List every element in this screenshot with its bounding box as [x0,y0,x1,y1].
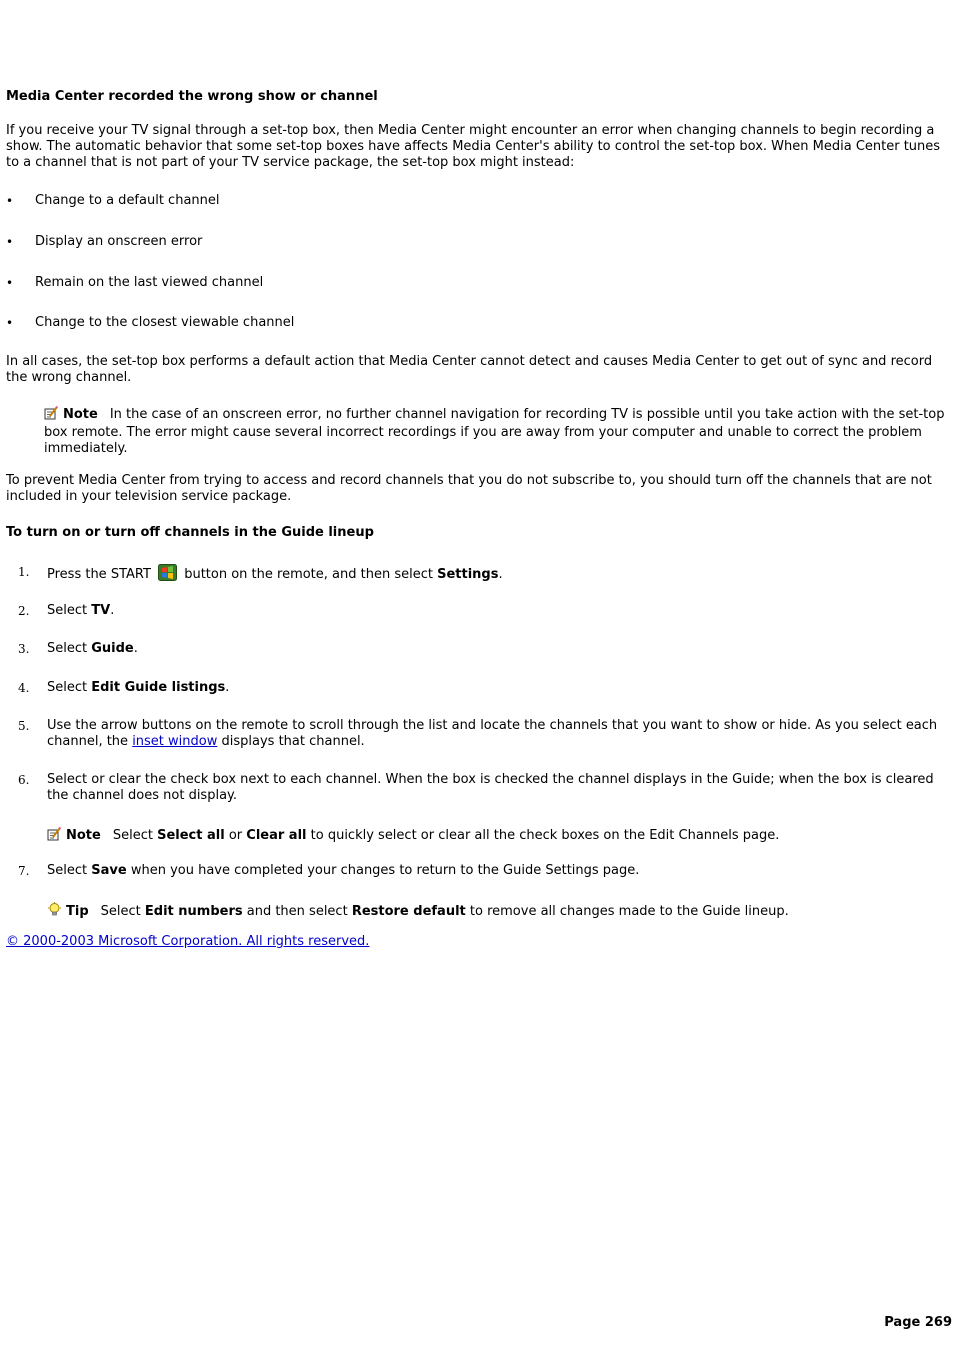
bullet-text: Display an onscreen error [35,234,203,249]
note-label: Note [66,828,101,843]
step-text: displays that channel. [221,734,365,749]
note-bold: Select all [157,828,225,843]
start-button-icon [158,564,177,581]
bullet-glyph: • [6,194,14,208]
tip-bold: Restore default [351,904,466,919]
step-number: 3. [18,642,30,656]
step-number: 5. [18,719,30,733]
bullet-glyph: • [6,316,14,330]
note-text: to quickly select or clear all the check boxes on the Edit Channels page. [310,828,780,843]
bullet-text: Remain on the last viewed channel [35,275,264,290]
tip-box [47,902,947,922]
step-bold: TV [91,603,111,618]
step-text: button on the remote, and then select [184,567,433,582]
bullet-text: Change to the closest viewable channel [35,315,295,330]
note-box [44,406,947,457]
step-bold: Save [91,863,127,878]
paragraph-prevent: To prevent Media Center from trying to access and record channels that you do not subscribe to, you should turn off the channels that are not included in your television service package. [6,473,932,504]
tip-text: Select [100,904,141,919]
step-number: 7. [18,864,30,878]
note-pencil-icon [44,406,59,425]
step-text: Select [47,680,88,695]
step-bold: Edit Guide listings [91,680,226,695]
page-number: Page 269 [884,1315,952,1330]
step-number: 2. [18,604,30,618]
paragraph-all-cases: In all cases, the set-top box performs a default action that Media Center cannot detect and causes Media Center to get out of sync and record the wrong channel. [6,354,933,385]
procedure-heading: To turn on or turn off channels in the Guide lineup [6,525,374,540]
step-text: Select [47,641,88,656]
note-bold: Clear all [246,828,307,843]
tip-text: and then select [246,904,348,919]
step-text: . [110,603,115,618]
note-text: Select [112,828,153,843]
step-number: 6. [18,773,30,787]
step-text: Press the START [47,567,151,582]
tip-text: to remove all changes made to the Guide lineup. [469,904,789,919]
step-text: Use the arrow buttons on the remote to scroll through the list and locate the channels that you want to show or hide. As you select each channel, the [47,718,938,749]
step-number: 1. [18,565,30,579]
step-bold: Settings [437,567,499,582]
note-text: In the case of an onscreen error, no further channel navigation for recording TV is possible until you take action with the set-top box remote. The error might cause several incorrect recordings if you are away from your computer and unable to correct the problem immediately. [44,407,945,456]
intro-paragraph: If you receive your TV signal through a set-top box, then Media Center might encounter an error when changing channels to begin recording a show. The automatic behavior that some set-top boxes have affects Media Center's ability to control the set-top box. When Media Center tunes to a channel that is not part of your TV service package, the set-top box might instead: [6,123,941,170]
note-label: Note [63,407,98,422]
copyright-link[interactable]: © 2000-2003 Microsoft Corporation. All rights reserved. [6,934,370,949]
bullet-glyph: • [6,235,14,249]
step-text: . [133,641,138,656]
step-text: . [498,567,503,582]
bullet-text: Change to a default channel [35,193,220,208]
step-text: Select [47,603,88,618]
step-number: 4. [18,681,30,695]
step-text: Select or clear the check box next to each channel. When the box is checked the channel displays in the Guide; when the box is cleared the channel does not display. [47,772,934,803]
step-bold: Guide [91,641,134,656]
tip-bold: Edit numbers [144,904,243,919]
step-text: . [225,680,230,695]
note-box [47,827,947,846]
step-text: Select [47,863,88,878]
note-text: or [228,828,243,843]
section-heading: Media Center recorded the wrong show or channel [6,89,378,104]
inset-window-link[interactable]: inset window [132,734,218,749]
step-text: when you have completed your changes to return to the Guide Settings page. [130,863,640,878]
tip-label: Tip [66,904,89,919]
bullet-glyph: • [6,276,14,290]
note-pencil-icon [47,827,62,846]
lightbulb-icon [47,902,62,922]
